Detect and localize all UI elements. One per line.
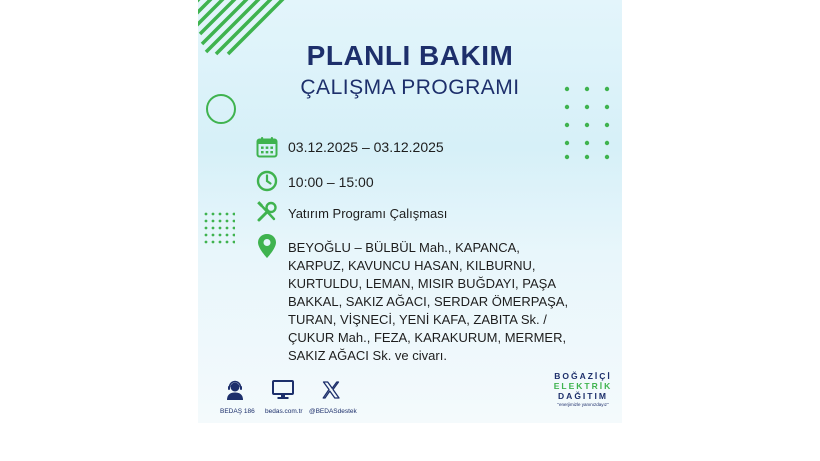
time-range: 10:00 – 15:00 — [288, 174, 374, 190]
logo-slogan: "enerjimizle yanınızdayız" — [557, 402, 609, 407]
clock-icon — [256, 170, 278, 192]
call-center-agent-icon — [225, 380, 245, 400]
affected-locations: BEYOĞLU – BÜLBÜL Mah., KAPANCA, KARPUZ, KAVUNCU HASAN, KILBURNU, KURTULDU, LEMAN, MISIR BUĞDAYI, PAŞA BAKKAL, SAKIZ AĞACI, SERDAR ÖMERPAŞA, TURAN, VİŞNECİ, YENİ KAFA, ZABITA Sk. / ÇUKUR Mah., FEZA, KARAKURUM, MERMER, SAKIZ AĞACI Sk. ve civarı. — [288, 240, 569, 363]
page-subtitle: ÇALIŞMA PROGRAMI — [300, 76, 520, 99]
social-label: @BEDASdestek — [309, 408, 357, 415]
date-range: 03.12.2025 – 03.12.2025 — [288, 139, 444, 155]
call-center-contact — [220, 380, 255, 415]
call-center-label: BEDAŞ 186 — [220, 408, 255, 415]
logo-line-1: BOĞAZİÇİ — [554, 371, 612, 381]
dot-grid-decoration-left — [203, 211, 235, 245]
website-contact — [265, 380, 301, 415]
company-logo — [553, 371, 613, 407]
location-pin-icon — [256, 233, 278, 259]
social-contact — [309, 380, 357, 415]
calendar-icon — [256, 136, 278, 158]
website-label: bedas.com.tr — [265, 408, 303, 415]
maintenance-announcement-card — [198, 0, 622, 423]
x-logo-icon — [322, 380, 340, 400]
computer-monitor-icon — [272, 380, 294, 400]
logo-line-2: ELEKTRİK — [553, 381, 613, 391]
tools-icon — [256, 201, 278, 223]
logo-line-3: DAĞITIM — [558, 391, 608, 401]
page-title: PLANLI BAKIM — [306, 40, 514, 71]
work-type: Yatırım Programı Çalışması — [288, 206, 448, 221]
